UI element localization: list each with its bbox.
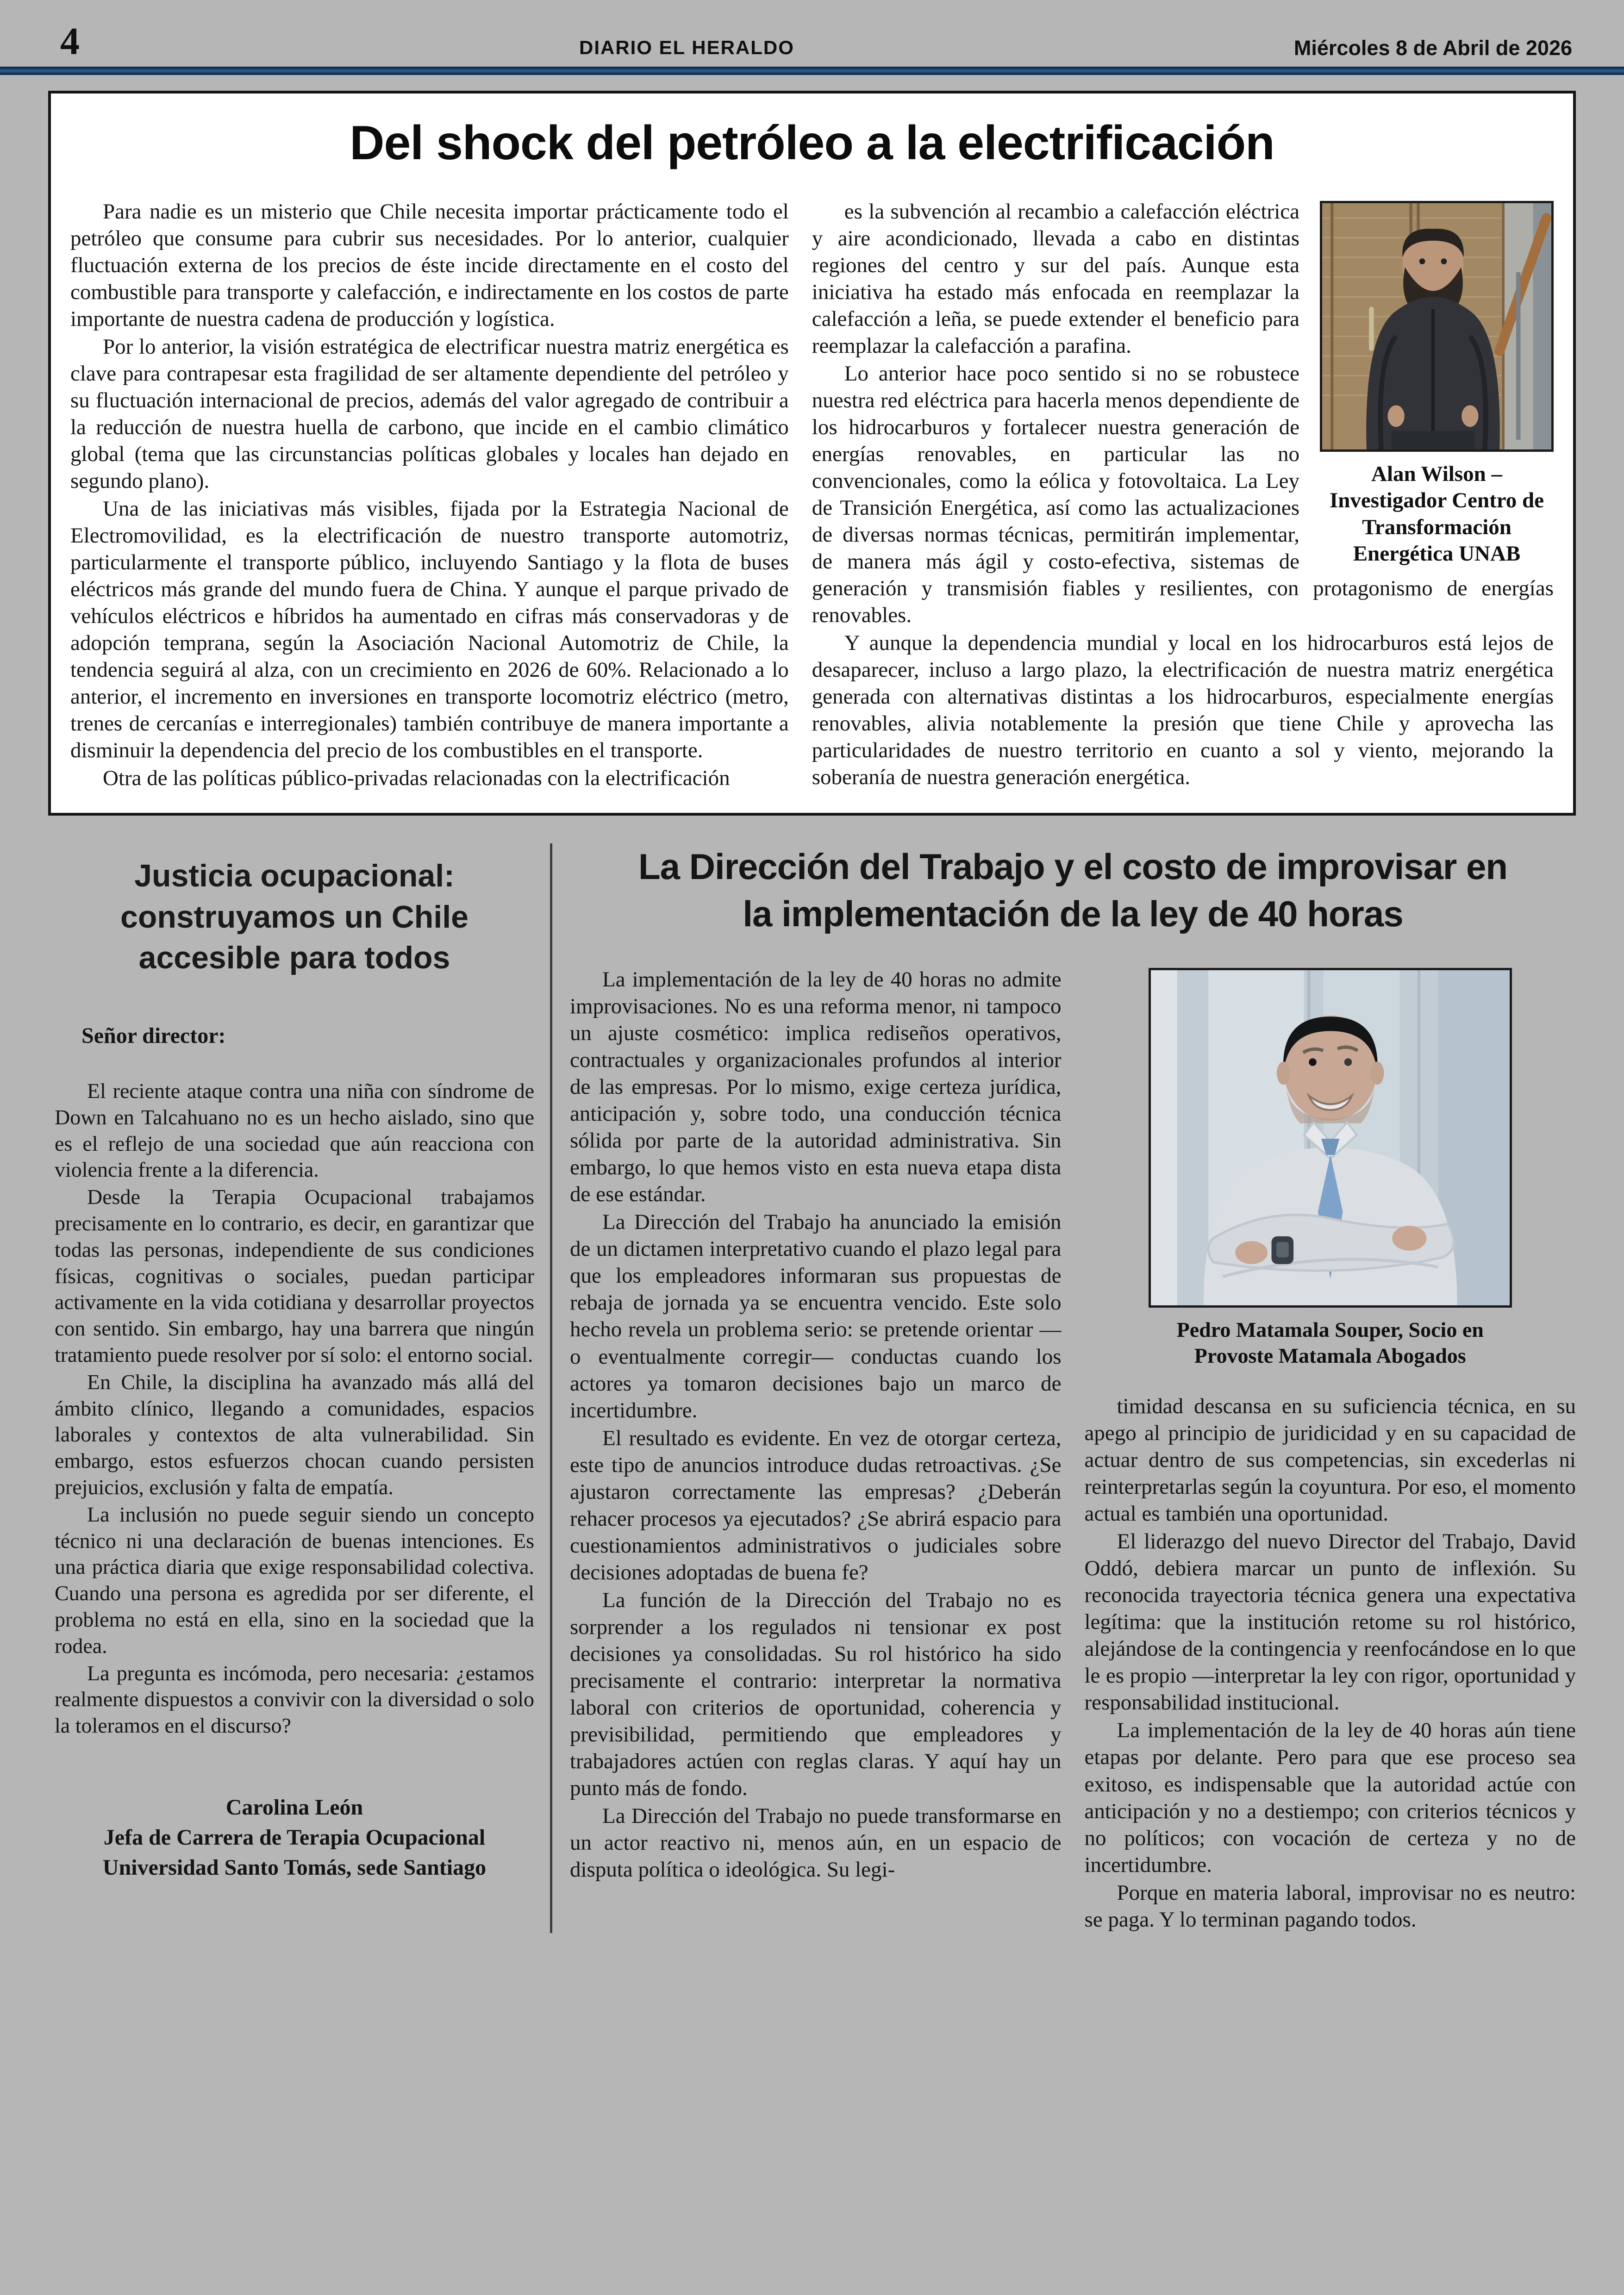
masthead: [0, 0, 1624, 67]
paragraph: Lo anterior hace poco sentido si no se robustece nuestra red eléctrica para hacerla menos dependiente de los hidrocarburos y fortalecer nuestra generación de energías renovables, en particular las no convencionales, como la eólica y fotovoltaica. La Ley de Transición Energética, así como las actualizaciones de diversas normas técnicas, permitirán implementar, de manera más ágil y costo-efectiva, sistemas de generación y transmisión fiables y resilientes, con protagonismo de energías renovables.: [812, 361, 1554, 628]
header-rule: [0, 67, 1624, 75]
paragraph: Para nadie es un misterio que Chile necesita importar prácticamente todo el petróleo que consume para cubrir sus necesidades. Por lo anterior, cualquier fluctuación externa de los precios de éste incide directamente en el costo del combustible para transporte y calefacción, e indirectamente en los costos de parte importante de nuestra cadena de producción y logística.: [70, 199, 789, 331]
paragraph: Una de las iniciativas más visibles, fijada por la Estrategia Nacional de Electromovilidad, es la electrificación de nuestro transporte automotriz, particularmente el transporte público, incluyendo Santiago y la flota de buses eléctricos más grande del mundo fuera de China. Y aunque el parque privado de vehículos eléctricos e híbridos ha aumentado en cifras más conservadoras y de adopción temprana, según la Asociación Nacional Automotriz de Chile, la tendencia seguirá al alza, con un crecimiento en 2026 de 60%. Relacionado a lo anterior, el incremento en inversiones en transporte locomotriz eléctrico (metro, trenes de cercanías e interregionales) también contribuye de manera importante a disminuir la dependencia del precio de los combustibles en el transporte.: [70, 496, 789, 763]
article-electrificacion-body: [70, 198, 1554, 792]
paragraph: timidad descansa en su suficiencia técnica, en su apego al principio de juridicidad y en su capacidad de actuar dentro de sus competencias, sin excederlas ni reinterpretarlas según la coyuntura. Por eso, el momento actual es también una oportunidad.: [1084, 1394, 1576, 1526]
paper-name: DIARIO EL HERALDO: [579, 37, 794, 58]
pedro-matamala-figure: [1149, 968, 1512, 1369]
article-ley-40-horas-col1: [570, 966, 1062, 1933]
signature-institution: Universidad Santo Tomás, sede Santiago: [102, 1855, 487, 1880]
article-ley-40-horas: [552, 843, 1576, 1933]
signature-role: Jefa de Carrera de Terapia Ocupacional: [103, 1825, 486, 1850]
article-electrificacion-title: Del shock del petróleo a la electrificación: [350, 116, 1274, 170]
paragraph: Porque en materia laboral, improvisar no es neutro: se paga. Y lo terminan pagando todos.: [1084, 1880, 1576, 1932]
pedro-matamala-caption: Pedro Matamala Souper, Socio en Provoste Matamala Abogados: [1176, 1317, 1484, 1367]
paragraph: La implementación de la ley de 40 horas aún tiene etapas por delante. Pero para que ese proceso sea exitoso, es indispensable que la autoridad actúe con anticipación y no a destiempo; con criterios técnicos y no políticos; con vocación de certeza y no de incertidumbre.: [1084, 1718, 1576, 1877]
paragraph: La Dirección del Trabajo ha anunciado la emisión de un dictamen interpretativo cuando el plazo legal para que los empleadores informaran sus propuestas de rebaja de jornada ya se encuentra vencido. Este solo hecho revela un problema serio: se pretende orientar —o eventualmente corregir— conductas cuando los actores ya tomaron decisiones bajo un marco de incertidumbre.: [570, 1210, 1062, 1422]
letter-signature: [55, 1793, 534, 1883]
bottom-section: [0, 816, 1624, 1960]
pedro-matamala-photo: [1149, 968, 1512, 1308]
article-justicia-title: Justicia ocupacional: construyamos un Chile accesible para todos: [120, 858, 468, 976]
paragraph: En Chile, la disciplina ha avanzado más allá del ámbito clínico, llegando a comunidades, espacios laborales y contextos de alta vulnerabilidad. Sin embargo, estos esfuerzos chocan cuando persisten prejuicios, exclusión y falta de empatía.: [55, 1370, 534, 1499]
paragraph: La inclusión no puede seguir siendo un concepto técnico ni una declaración de buenas intenciones. Es una práctica diaria que exige responsabilidad colectiva. Cuando una persona es agredida por ser diferente, el problema no está en ella, sino en la sociedad que la rodea.: [55, 1502, 534, 1658]
letter-salutation: Señor director:: [81, 1023, 226, 1048]
paragraph: La pregunta es incómoda, pero necesaria: ¿estamos realmente dispuestos a convivir con la diversidad o solo la toleramos en el discurso?: [55, 1661, 534, 1738]
paragraph: Desde la Terapia Ocupacional trabajamos precisamente en lo contrario, es decir, en garantizar que todas las personas, independiente de sus condiciones físicas, cognitivas o sociales, puedan participar activamente en la vida cotidiana y desarrollar proyectos con sentido. Sin embargo, hay una barrera que ningún tratamiento puede resolver por sí solo: el entorno social.: [55, 1185, 534, 1367]
alan-wilson-caption: Alan Wilson – Investigador Centro de Transformación Energética UNAB: [1329, 461, 1544, 566]
paragraph: Y aunque la dependencia mundial y local en los hidrocarburos está lejos de desaparecer, incluso a largo plazo, la electrificación de nuestra matriz energética generada con alternativas distintas a los hidrocarburos, especialmente energías renovables, alivia notablemente la presión que tiene Chile y aprovecha las particularidades de nuestro territorio en cuanto a sol y viento, mejorando la soberanía de nuestra generación energética.: [812, 631, 1554, 790]
paragraph: Otra de las políticas público-privadas relacionadas con la electrificación: [103, 766, 730, 791]
article-ley-40-horas-col2: [1085, 966, 1576, 1933]
article-ley-40-horas-body: [570, 966, 1576, 1933]
signature-name: Carolina León: [225, 1795, 363, 1820]
paragraph: Por lo anterior, la visión estratégica de electrificar nuestra matriz energética es clave para contrapesar esta fragilidad de ser altamente dependiente del petróleo y su fluctuación internacional de precios, además del valor agregado de contribuir a la reducción de nuestra huella de carbono, que incide en el cambio climático global (tema que las circunstancias políticas globales y locales han dejado en segundo plano).: [70, 334, 789, 493]
issue-date: Miércoles 8 de Abril de 2026: [1293, 36, 1572, 60]
article-electrificacion-col2: [812, 198, 1554, 792]
article-justicia-ocupacional: [55, 843, 550, 1933]
alan-wilson-photo: [1320, 201, 1554, 452]
page-number: 4: [60, 20, 80, 63]
article-electrificacion-col1: [70, 198, 789, 792]
article-ley-40-horas-title: La Dirección del Trabajo y el costo de improvisar en la implementación de la ley de 40 horas: [638, 846, 1507, 934]
paragraph: La Dirección del Trabajo no puede transformarse en un actor reactivo ni, menos aún, en un espacio de disputa política o ideológica. Su legi-: [570, 1804, 1062, 1882]
paragraph: La función de la Dirección del Trabajo no es sorprender a los regulados ni tensionar ex post decisiones ya consolidadas. Su rol histórico ha sido precisamente el contrario: interpretar la normativa laboral con criterios de oportunidad, coherencia y previsibilidad, permitiendo que empleadores y trabajadores actúen con reglas claras. Y aquí hay un punto más de fondo.: [570, 1588, 1062, 1800]
paragraph: La implementación de la ley de 40 horas no admite improvisaciones. No es una reforma menor, ni tampoco un ajuste cosmético: implica rediseños operativos, contractuales y organizacionales profundos al interior de las empresas. Por lo mismo, exige certeza jurídica, anticipación y, sobre todo, una conducción técnica sólida por parte de la autoridad administrativa. Sin embargo, lo que hemos visto en esta nueva etapa dista de ese estándar.: [570, 967, 1062, 1207]
paragraph: es la subvención al recambio a calefacción eléctrica y aire acondicionado, llevada a cabo en distintas regiones del centro y sur del país. Aunque esta iniciativa ha estado más enfocada en reemplazar la calefacción a leña, se puede extender el beneficio para reemplazar la calefacción a parafina.: [812, 199, 1299, 358]
paragraph: El reciente ataque contra una niña con síndrome de Down en Talcahuano no es un hecho aislado, sino que es el reflejo de una sociedad que aún reacciona con violencia frente a la diferencia.: [55, 1079, 534, 1182]
paragraph: El liderazgo del nuevo Director del Trabajo, David Oddó, debiera marcar un punto de inflexión. Su reconocida trayectoria técnica genera una expectativa legítima: que la institución retome su rol histórico, alejándose de la contingencia y reenfocándose en lo que le es propio —interpretar la ley con rigor, oportunidad y responsabilidad institucional.: [1084, 1529, 1576, 1715]
article-electrificacion: [48, 91, 1576, 816]
paragraph: El resultado es evidente. En vez de otorgar certeza, este tipo de anuncios introduce dudas retroactivas. ¿Se ajustaron correctamente las empresas? ¿Deberán rehacer procesos ya ejecutados? ¿Se abrirá espacio para cuestionamientos administrativos o judiciales sobre decisiones adoptadas de buena fe?: [570, 1426, 1062, 1584]
alan-wilson-figure: [1320, 201, 1554, 568]
